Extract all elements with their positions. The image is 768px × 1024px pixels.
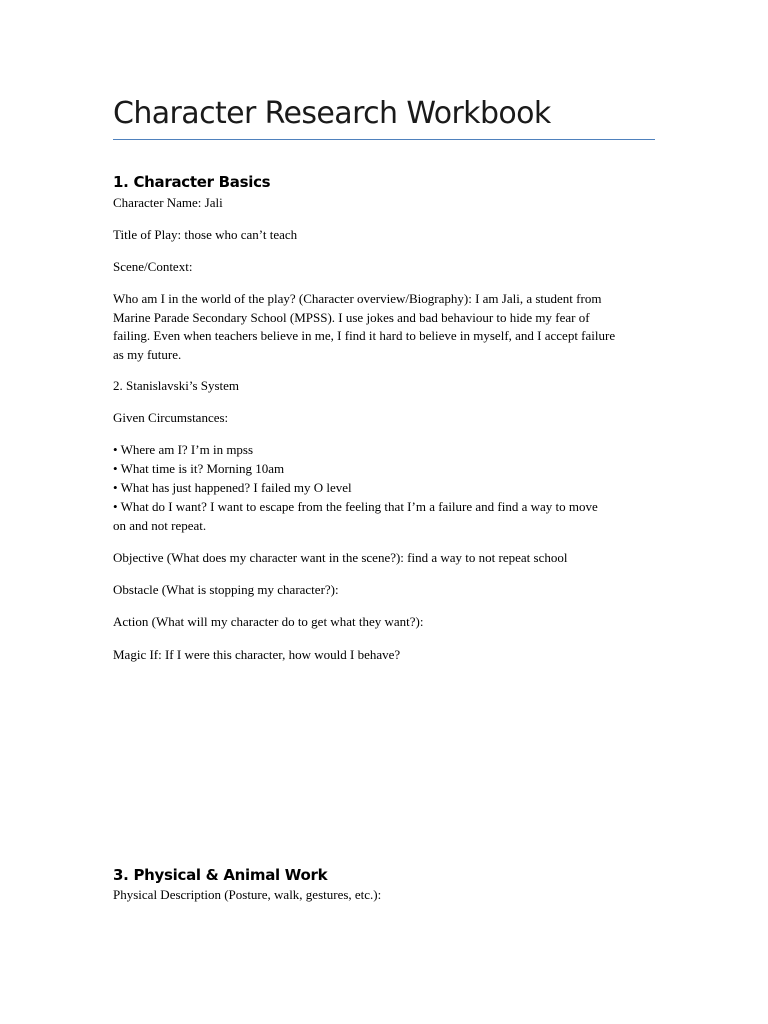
scene-context-line: Scene/Context: bbox=[113, 259, 193, 274]
section-heading-physical-animal-work: 3. Physical & Animal Work bbox=[113, 866, 328, 884]
stanislavski-heading-line: 2. Stanislavski’s System bbox=[113, 378, 240, 393]
who-am-i-line: Marine Parade Secondary School (MPSS). I use jokes and bad behaviour to hide my fear of bbox=[113, 310, 590, 325]
list-item: • What time is it? Morning 10am bbox=[113, 461, 285, 476]
given-circumstances-line: Given Circumstances: bbox=[113, 410, 229, 425]
action-line: Action (What will my character do to get what they want?): bbox=[113, 614, 424, 629]
list-item: • What has just happened? I failed my O level bbox=[113, 480, 352, 495]
objective-line: Objective (What does my character want in the scene?): find a way to not repeat school bbox=[113, 550, 568, 565]
title-underline bbox=[113, 139, 655, 140]
magic-if-line: Magic If: If I were this character, how would I behave? bbox=[113, 647, 401, 662]
who-am-i-line: Who am I in the world of the play? (Character overview/Biography): I am Jali, a student from bbox=[113, 291, 602, 306]
document-title: Character Research Workbook bbox=[113, 96, 551, 131]
list-item-continuation: on and not repeat. bbox=[113, 518, 207, 533]
title-of-play-line: Title of Play: those who can’t teach bbox=[113, 227, 298, 242]
who-am-i-line: as my future. bbox=[113, 347, 182, 362]
list-item: • Where am I? I’m in mpss bbox=[113, 442, 254, 457]
list-item: • What do I want? I want to escape from the feeling that I’m a failure and find a way to move bbox=[113, 499, 598, 514]
physical-description-line: Physical Description (Posture, walk, gestures, etc.): bbox=[113, 887, 382, 902]
section-heading-character-basics: 1. Character Basics bbox=[113, 173, 271, 191]
obstacle-line: Obstacle (What is stopping my character?): bbox=[113, 582, 339, 597]
who-am-i-line: failing. Even when teachers believe in me, I find it hard to believe in myself, and I accept failure bbox=[113, 328, 616, 343]
character-name-line: Character Name: Jali bbox=[113, 195, 223, 210]
